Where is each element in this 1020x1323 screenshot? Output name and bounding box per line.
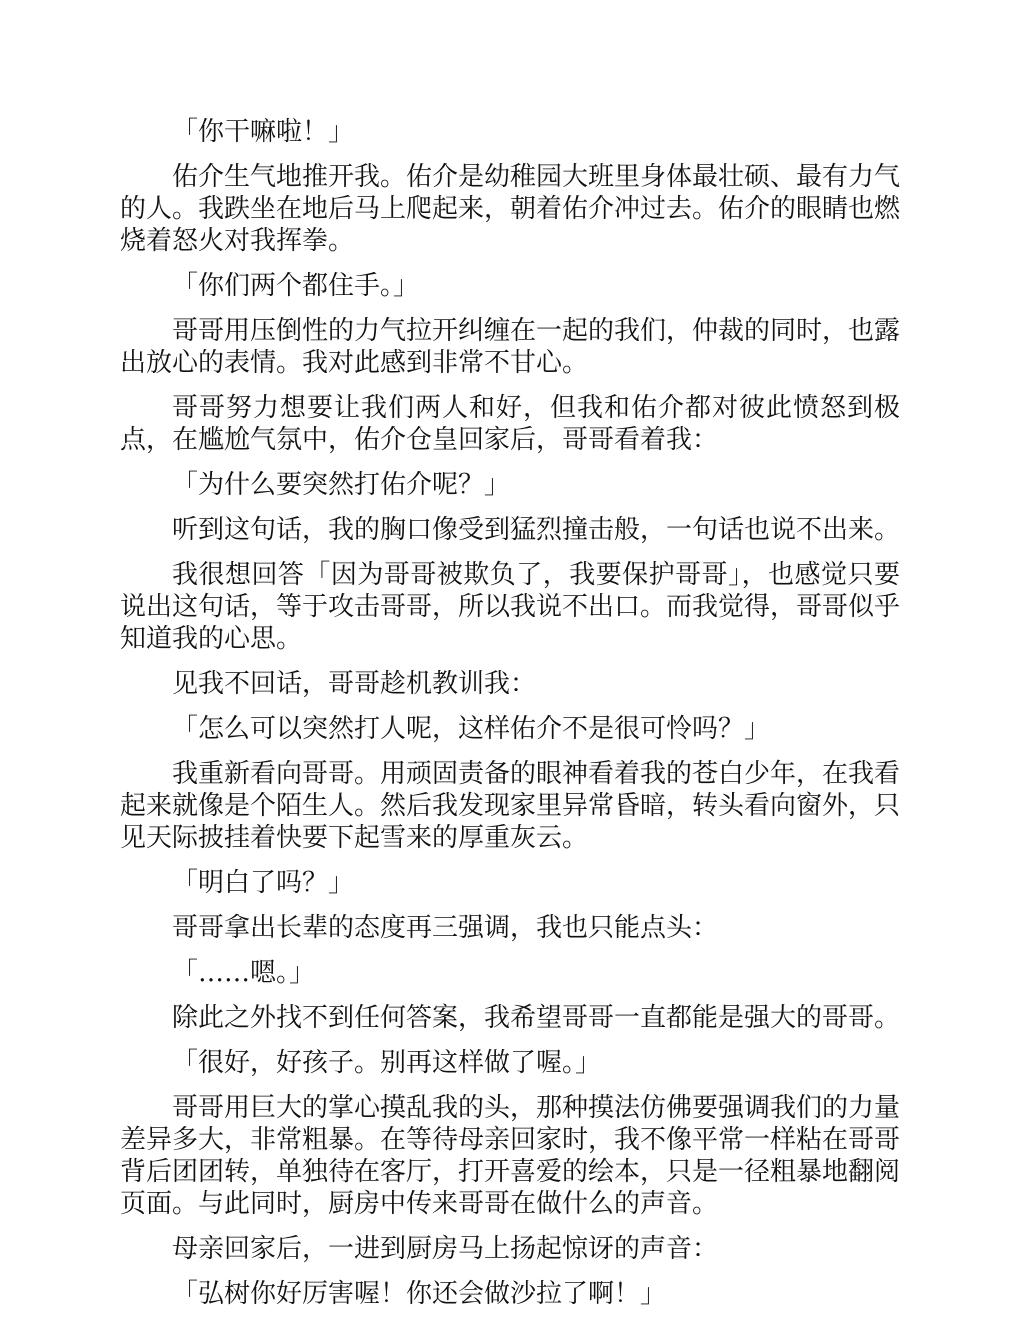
- narrative-paragraph: 我很想回答「因为哥哥被欺负了，我要保护哥哥」，也感觉只要说出这句话，等于攻击哥哥，所以我说不出口。而我觉得，哥哥似乎知道我的心思。: [120, 560, 901, 654]
- dialogue-line: 「你们两个都住手。」: [172, 271, 420, 301]
- narrative-paragraph: 听到这句话，我的胸口像受到猛烈撞击般，一句话也说不出来。: [172, 515, 901, 545]
- narrative-paragraph: 我重新看向哥哥。用顽固责备的眼神看着我的苍白少年，在我看起来就像是个陌生人。然后我发现家里异常昏暗，转头看向窗外，只见天际披挂着快要下起雪来的厚重灰云。: [120, 759, 901, 853]
- narrative-paragraph: 佑介生气地推开我。佑介是幼稚园大班里身体最壮硕、最有力气的人。我跌坐在地后马上爬起来，朝着佑介冲过去。佑介的眼睛也燃烧着怒火对我挥拳。: [120, 162, 901, 256]
- dialogue-line: 「很好，好孩子。别再这样做了喔。」: [172, 1048, 602, 1078]
- narrative-paragraph: 哥哥拿出长辈的态度再三强调，我也只能点头：: [172, 913, 719, 943]
- document-page: [120, 116, 900, 1323]
- dialogue-line: 「你干嘛啦！」: [172, 117, 355, 147]
- narrative-paragraph: 母亲回家后，一进到厨房马上扬起惊讶的声音：: [172, 1234, 719, 1264]
- narrative-paragraph: 除此之外找不到任何答案，我希望哥哥一直都能是强大的哥哥。: [172, 1003, 901, 1033]
- narrative-paragraph: 见我不回话，哥哥趁机教训我：: [172, 669, 537, 699]
- dialogue-line: 「为什么要突然打佑介呢？」: [172, 470, 511, 500]
- dialogue-line: 「弘树你好厉害喔！你还会做沙拉了啊！」: [172, 1279, 667, 1309]
- dialogue-line: 「怎么可以突然打人呢，这样佑介不是很可怜吗？」: [172, 714, 771, 744]
- dialogue-line: 「……嗯。」: [172, 958, 316, 988]
- narrative-paragraph: 哥哥努力想要让我们两人和好，但我和佑介都对彼此愤怒到极点，在尴尬气氛中，佑介仓皇回家后，哥哥看着我：: [120, 393, 900, 455]
- narrative-paragraph: 哥哥用压倒性的力气拉开纠缠在一起的我们，仲裁的同时，也露出放心的表情。我对此感到非常不甘心。: [120, 316, 901, 378]
- narrative-paragraph: 哥哥用巨大的掌心摸乱我的头，那种摸法仿佛要强调我们的力量差异多大，非常粗暴。在等待母亲回家时，我不像平常一样粘在哥哥背后团团转，单独待在客厅，打开喜爱的绘本，只是一径粗暴地翻阅页面。与此同时，厨房中传来哥哥在做什么的声音。: [120, 1093, 901, 1219]
- dialogue-line: 「明白了吗？」: [172, 868, 355, 898]
